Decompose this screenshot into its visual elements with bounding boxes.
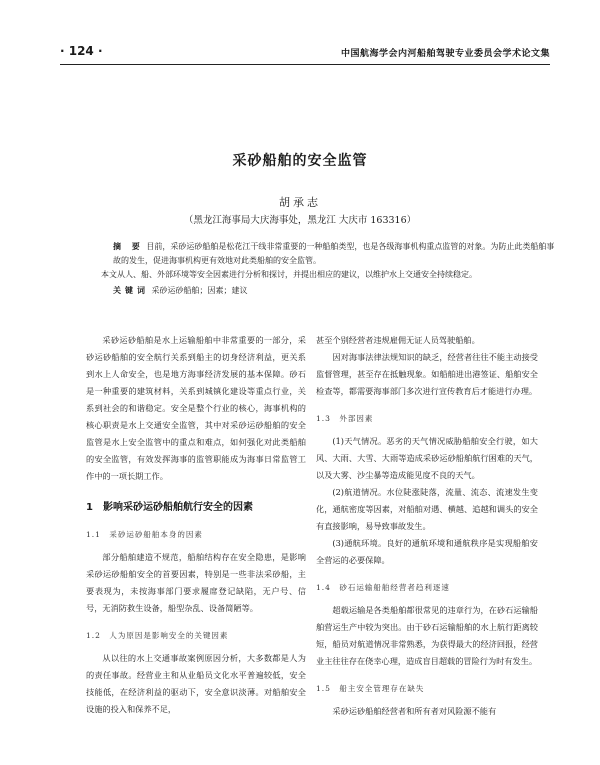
paragraph-1-1: 部分船舶建造不规范，船舶结构存在安全隐患，是影响采砂运砂船舶安全的首要因素，特别是一些非法采砂船，主要表现为，未按海事部门要求履席登记缺陷，无户号、信号，无消防救生设备，船型杂乱、设备简陋等。 [86, 552, 306, 613]
left-column [86, 332, 306, 718]
page-number: · 124 · [60, 44, 103, 58]
section-1-heading: 1 影响采砂运砂船舶航行安全的因素 [86, 502, 253, 513]
paragraph-3-1: (1)天气情况。恶劣的天气情况威胁船舶安全行驶，如大风、大雨、大雪、大雨等造成采砂运砂船舶航行困难的天气，以及大雾、沙尘暴等造成能见度不良的天气。 [316, 436, 538, 480]
subsection-1-1-heading: 1.1 采砂运砂船舶本身的因素 [86, 530, 203, 539]
abstract-block [85, 240, 555, 298]
keywords-text: 采砂运砂船舶；因素；建议 [151, 286, 248, 295]
abstract-label: 摘 要 [113, 242, 144, 251]
right-column [316, 332, 538, 720]
subsection-1-3-heading: 1.3 外部因素 [316, 414, 374, 423]
paragraph-3-2: (2)航道情况。水位陡涨陡落，流量、流态、流速发生变化，通航密度等因素，对船舶对遇、横越、追越和调头的安全有直接影响，易导致事故发生。 [316, 487, 538, 531]
paragraph-1-2: 从以往的水上交通事故案例原因分析，大多数都是人为的责任事故。经营业主和从业船员文化水平普遍较低，安全技能低，在经济利益的驱动下，安全意识淡薄。对船舶安全设施的投入和保养不足， [86, 653, 306, 714]
keywords-line [85, 284, 555, 298]
author-affiliation: （黑龙江海事局大庆海事处，黑龙江 大庆市 163316） [183, 215, 417, 226]
page-header [60, 42, 550, 65]
paragraph-3-3: (3)通航环境。良好的通航环境和通航秩序是实现船舶安全营运的必要保障。 [316, 538, 538, 565]
continued-paragraph: 甚至个别经营者违规雇佣无证人员驾驶船舶。 [316, 335, 480, 345]
journal-title: 中国航海学会内河船舶驾驶专业委员会学术论文集 [340, 49, 550, 59]
subsection-1-4-heading: 1.4 砂石运输船舶经营者趋利逐速 [316, 583, 450, 592]
abstract-text: 目前，采砂运砂船舶是松花江干线非常重要的一种船舶类型，也是各级海事机构重点监管的对象。为防止此类船舶事故的发生，促进海事机构更有效地对此类船舶的安全监管。 [113, 242, 555, 265]
subsection-1-5-heading: 1.5 船主安全管理存在缺失 [316, 684, 425, 693]
abstract-paragraph [85, 240, 555, 268]
abstract-paragraph-2: 本文从人、船、外部环境等安全因素进行分析和探讨，并提出相应的建议，以维护水上交通安全持续稳定。 [101, 270, 477, 279]
paragraph-2: 因对海事法律法规知识的缺乏，经营者往往不能主动接受监督管理，甚至存在抵触现象。如船舶进出港签证、船舶安全检查等，都需要海事部门多次进行宣传教育后才能进行办理。 [316, 352, 538, 396]
paper-title: 采砂船舶的安全监管 [232, 153, 368, 169]
paragraph-5: 采砂运砂船舶经营者和所有者对风险源不能有 [332, 706, 497, 716]
intro-paragraph: 采砂运砂船舶是水上运输船舶中非常重要的一部分，采砂运砂船舶的安全航行关系到船主的切身经济利益，更关系到水上人命安全，也是地方海事经济发展的基本保障。砂石是一种重要的建筑材料，关系到城镇化建设等重点行业，关系到社会的和谐稳定。安全是整个行业的核心，海事机构的核心职责是水上交通安全监管，其中对采砂运砂船舶的安全监管是水上安全监管中的重点和难点，如何强化对此类船舶的安全监管，有效发挥海事的监管职能成为海事日常监管工作中的一项长期工作。 [86, 335, 306, 481]
subsection-1-2-heading: 1.2 人为原因是影响安全的关键因素 [86, 631, 229, 640]
paragraph-4: 超载运输是各类船舶都很常见的违章行为，在砂石运输船舶营运生产中较为突出。由于砂石运输船舶的水上航行距离较短，船员对航道情况非常熟悉，为获得最大的经济回报，经营业主往往存在侥幸心理，造成盲目超载的冒险行为时有发生。 [316, 605, 538, 666]
author-name: 胡承志 [279, 196, 321, 209]
keywords-label: 关键词 [113, 286, 149, 295]
